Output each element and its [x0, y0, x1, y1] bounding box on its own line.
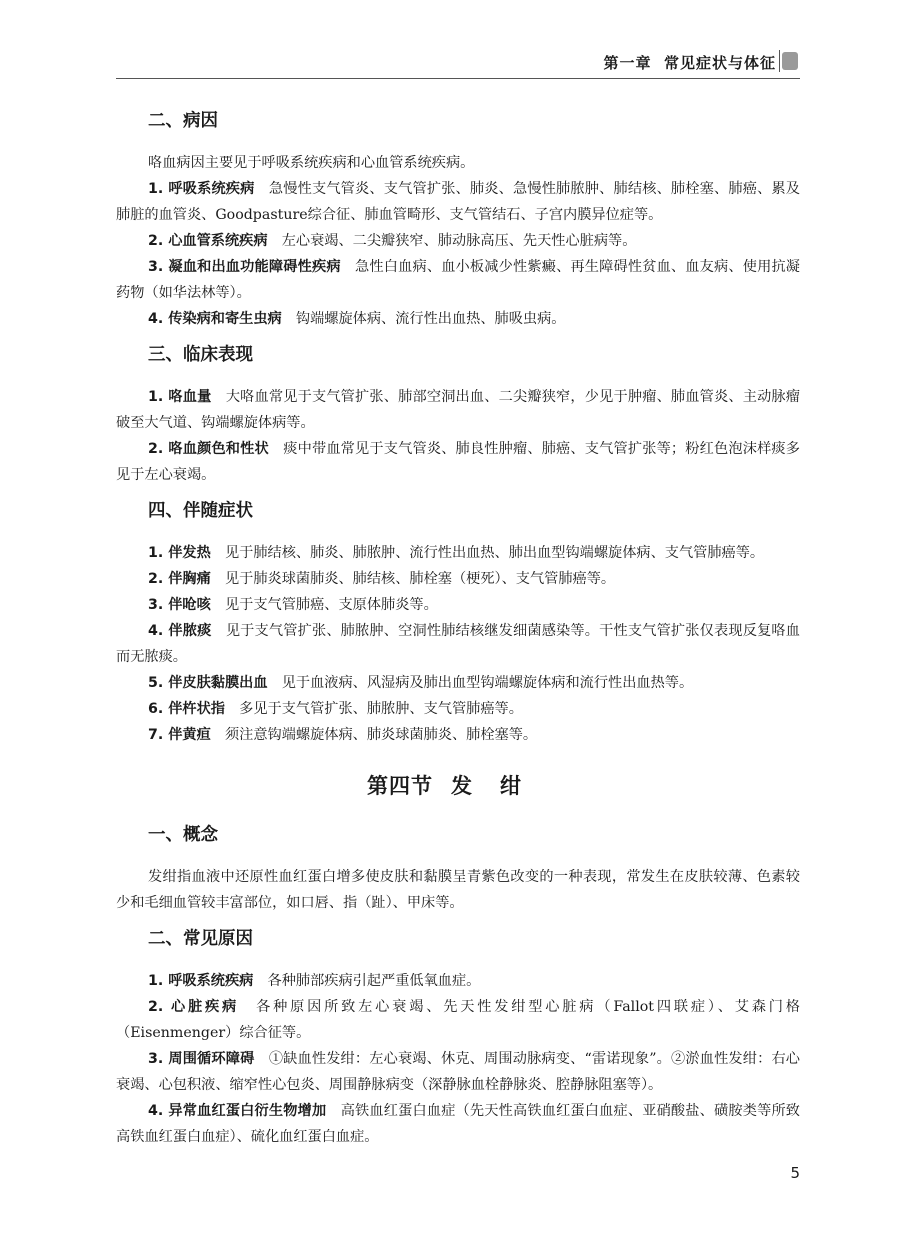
paragraph	[116, 436, 800, 488]
paragraph-text: 见于血液病、风湿病及肺出血型钩端螺旋体病和流行性出血热等。	[281, 675, 694, 691]
paragraph	[116, 150, 800, 176]
chapter-title	[604, 52, 776, 73]
item-lead: 3. 凝血和出血功能障碍性疾病	[148, 259, 341, 275]
paragraph-text: 急慢性支气管炎、支气管扩张、肺炎、急慢性肺脓肿、肺结核、肺栓塞、肺癌、累及肺脏的血管炎、Goodpasture综合征、肺血管畸形、支气管结石、子宫内膜异位症等。	[116, 181, 800, 223]
paragraph	[116, 306, 800, 332]
running-header	[116, 48, 800, 79]
paragraph-text: 急性白血病、血小板减少性紫癜、再生障碍性贫血、血友病、使用抗凝药物（如华法林等）。	[116, 259, 800, 301]
paragraph	[116, 566, 800, 592]
paragraph	[116, 384, 800, 436]
subsection-heading: 三、临床表现	[148, 345, 253, 365]
paragraph-text: 大咯血常见于支气管扩张、肺部空洞出血、二尖瓣狭窄，少见于肿瘤、肺血管炎、主动脉瘤破至大气道、钩端螺旋体病等。	[116, 389, 800, 431]
paragraph-text: 钩端螺旋体病、流行性出血热、肺吸虫病。	[295, 311, 566, 327]
item-lead: 2. 伴胸痛	[148, 571, 211, 587]
item-lead: 4. 传染病和寄生虫病	[148, 311, 282, 327]
subsection-heading: 一、概念	[148, 825, 218, 845]
paragraph	[116, 1098, 800, 1150]
chapter-number: 第一章	[603, 54, 652, 72]
paragraph-text: 左心衰竭、二尖瓣狭窄、肺动脉高压、先天性心脏病等。	[281, 233, 637, 249]
subsection-heading: 二、常见原因	[148, 929, 253, 949]
page-body	[116, 108, 800, 1150]
section-heading	[116, 770, 800, 800]
item-lead: 3. 伴呛咳	[148, 597, 211, 613]
paragraph-text: 多见于支气管扩张、肺脓肿、支气管肺癌等。	[239, 701, 523, 717]
item-lead: 1. 咯血量	[148, 389, 212, 405]
item-lead: 2. 咯血颜色和性状	[148, 441, 269, 457]
paragraph	[116, 968, 800, 994]
chapter-name: 常见症状与体征	[663, 54, 776, 72]
paragraph	[116, 254, 800, 306]
paragraph	[116, 994, 800, 1046]
item-lead: 7. 伴黄疸	[148, 727, 211, 743]
item-lead: 2. 心脏疾病	[148, 999, 240, 1015]
subsection-heading: 四、伴随症状	[148, 501, 253, 521]
paragraph	[116, 864, 800, 916]
paragraph-text: 见于支气管扩张、肺脓肿、空洞性肺结核继发细菌感染等。干性支气管扩张仅表现反复咯血而无脓痰。	[116, 623, 800, 665]
paragraph	[116, 722, 800, 748]
paragraph-text: 见于肺炎球菌肺炎、肺结核、肺栓塞（梗死）、支气管肺癌等。	[224, 571, 616, 587]
section-name: 发绀	[451, 774, 549, 798]
paragraph	[116, 228, 800, 254]
header-divider	[779, 50, 780, 72]
item-lead: 4. 伴脓痰	[148, 623, 212, 639]
paragraph-text: ①缺血性发绀：左心衰竭、休克、周围动脉病变、“雷诺现象”。②淤血性发绀：右心衰竭、心包积液、缩窄性心包炎、周围静脉病变（深静脉血栓静脉炎、腔静脉阻塞等）。	[116, 1051, 800, 1093]
paragraph-text: 各种肺部疾病引起严重低氧血症。	[267, 973, 481, 989]
section-4	[116, 822, 800, 1150]
section-number: 第四节	[367, 774, 433, 798]
page-number: 5	[790, 1164, 800, 1182]
item-lead: 2. 心血管系统疾病	[148, 233, 268, 249]
item-lead: 1. 呼吸系统疾病	[148, 181, 255, 197]
subsection-heading: 二、病因	[148, 111, 218, 131]
paragraph-text: 痰中带血常见于支气管炎、肺良性肿瘤、肺癌、支气管扩张等；粉红色泡沫样痰多见于左心衰竭。	[116, 441, 800, 483]
paragraph	[116, 176, 800, 228]
paragraph-text: 高铁血红蛋白血症（先天性高铁血红蛋白血症、亚硝酸盐、磺胺类等所致高铁血红蛋白血症）、硫化血红蛋白血症。	[116, 1103, 800, 1145]
item-lead: 4. 异常血红蛋白衍生物增加	[148, 1103, 327, 1119]
item-lead: 1. 呼吸系统疾病	[148, 973, 254, 989]
paragraph-text: 咯血病因主要见于呼吸系统疾病和心血管系统疾病。	[148, 155, 475, 171]
paragraph-text: 发绀指血液中还原性血红蛋白增多使皮肤和黏膜呈青紫色改变的一种表现，常发生在皮肤较薄、色素较少和毛细血管较丰富部位，如口唇、指（趾）、甲床等。	[116, 869, 800, 911]
item-lead: 6. 伴杵状指	[148, 701, 225, 717]
item-lead: 1. 伴发热	[148, 545, 211, 561]
item-lead: 3. 周围循环障碍	[148, 1051, 255, 1067]
paragraph-text: 见于肺结核、肺炎、肺脓肿、流行性出血热、肺出血型钩端螺旋体病、支气管肺癌等。	[224, 545, 765, 561]
paragraph-text: 各种原因所致左心衰竭、先天性发绀型心脏病（Fallot四联症）、艾森门格（Eisenmenger）综合征等。	[116, 999, 800, 1041]
book-icon	[782, 52, 798, 70]
paragraph	[116, 592, 800, 618]
paragraph-text: 须注意钩端螺旋体病、肺炎球菌肺炎、肺栓塞等。	[224, 727, 538, 743]
paragraph	[116, 670, 800, 696]
item-lead: 5. 伴皮肤黏膜出血	[148, 675, 268, 691]
paragraph	[116, 540, 800, 566]
paragraph	[116, 618, 800, 670]
paragraph	[116, 1046, 800, 1098]
paragraph-text: 见于支气管肺癌、支原体肺炎等。	[224, 597, 438, 613]
section-3-continued	[116, 108, 800, 748]
paragraph	[116, 696, 800, 722]
